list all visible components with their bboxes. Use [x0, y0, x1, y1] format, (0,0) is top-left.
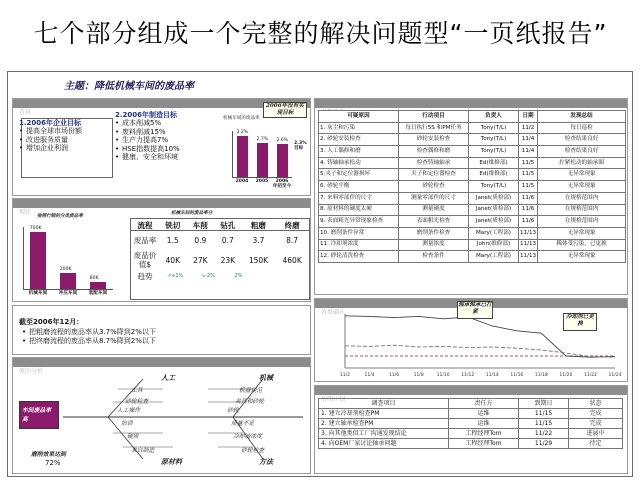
category-label: 装配车间	[88, 291, 108, 296]
x-tick-label: 11/14	[485, 373, 499, 378]
status-panel	[12, 198, 311, 302]
table-cell: Tony(T/L)	[469, 146, 519, 158]
scrap-cost-table	[131, 221, 309, 281]
table-row	[319, 169, 626, 181]
table-cell: 11/13	[519, 239, 538, 251]
table-header-cell: 日期	[519, 111, 538, 123]
table-cell: 11/4	[519, 134, 538, 146]
table-row	[131, 269, 309, 281]
table-cell: Mary(工程部)	[469, 251, 519, 263]
verify-panel	[314, 298, 628, 382]
table-row	[319, 239, 626, 251]
x-tick-label: 11/10	[436, 373, 450, 378]
table-row	[319, 181, 626, 193]
goal-item: • 把终磨流程的废品率从8.7%降到2%以下	[22, 337, 156, 345]
table-cell: 运维	[449, 409, 519, 419]
table-row	[319, 122, 626, 134]
table-cell: 在规格范围内	[538, 216, 626, 228]
cause-label: 机器规范	[239, 388, 263, 394]
table-cell: 检查铸轴轴承	[399, 157, 469, 169]
table-cell: 在规格范围内	[538, 192, 626, 204]
bone-label-material: 原材料	[161, 457, 182, 466]
x-tick-label: 11/6	[389, 373, 400, 378]
y-axis	[232, 131, 233, 177]
table-cell: Tony(T/L)	[469, 134, 519, 146]
report-theme: 主题：降低机械车间的废品率	[64, 81, 194, 92]
table-cell: 12. 砂轮清洗检查	[319, 251, 399, 263]
cause-label: 来自制造	[131, 448, 155, 454]
bone-label-method: 方法	[259, 457, 273, 466]
table-cell: 11/5	[519, 169, 538, 181]
x-tick-label: 11/22	[583, 373, 597, 378]
table-cell: 150K	[248, 255, 269, 265]
x-tick-label: 11/16	[510, 373, 524, 378]
x-axis	[23, 289, 113, 290]
table-cell: 9. 表面粗光异常现象检查	[319, 216, 399, 228]
workshop-goal-item: • 废料削减15%	[115, 128, 225, 136]
goal-panel	[12, 305, 311, 355]
table-cell: 2. 砂轮安装检查	[319, 134, 399, 146]
table-cell: 运维	[449, 419, 519, 429]
table-cell: 完成	[569, 409, 623, 419]
table-cell: 11/4	[519, 146, 538, 158]
table-cell: 11/15	[519, 409, 569, 419]
chart-bar	[90, 282, 107, 289]
table-cell: 无异常现象	[538, 181, 626, 193]
table-row	[319, 216, 626, 228]
data-label: 700K	[29, 225, 42, 231]
table-cell: 砂轮检查	[399, 181, 469, 193]
data-label: 80K	[89, 276, 99, 282]
table-cell: 测量硬度	[399, 204, 469, 216]
table-cell: 11/6	[519, 192, 538, 204]
company-goal-item: • 提高全球市场份额	[19, 127, 111, 135]
trend-note: 2%	[234, 273, 243, 279]
table-header-cell: 发现总结	[538, 111, 626, 123]
table-header-cell: 车削	[192, 221, 208, 230]
countermeasure-table	[318, 110, 626, 263]
cost-table-title: 机械车间的废品率分	[171, 211, 213, 216]
workshop-goals	[115, 111, 225, 161]
table-cell: 检查结果良好	[538, 134, 626, 146]
table-cell: 3.7	[252, 236, 265, 245]
table-cell: 磨削条件检查	[399, 227, 469, 239]
table-cell: 2. 建立轴承检查PM	[319, 419, 449, 429]
workshop-goal-item: • 生产力提高7%	[115, 136, 225, 144]
table-cell: 进展中	[569, 429, 623, 439]
table-cell: 11/5	[519, 157, 538, 169]
cause-panel	[12, 357, 311, 474]
panel-header: 效果确认	[315, 299, 627, 308]
panel-header: 现状	[13, 199, 310, 208]
table-row	[319, 192, 626, 204]
table-header-cell: 责任方	[449, 399, 519, 409]
table-cell: 趋势	[137, 272, 153, 281]
panel-header: 背景	[13, 99, 310, 108]
trend-cell	[159, 269, 309, 281]
scrap-rate-chart	[218, 123, 306, 193]
table-cell: 11/6	[519, 216, 538, 228]
panel-header: 后续计划	[315, 386, 627, 395]
table-cell: 11. 冷却剂浓度	[319, 239, 399, 251]
table-cell: 稀体受污染，已更换	[538, 239, 626, 251]
table-row	[131, 231, 309, 246]
category-scrap-chart	[17, 221, 117, 301]
table-cell: 3. 向其他类似工厂沟通发现结论	[319, 429, 449, 439]
target-label: 2.3% 目标	[294, 141, 307, 151]
table-cell: 砂轮安装检查	[399, 134, 469, 146]
company-goal-heading: 1.2006年企业目标	[19, 119, 82, 127]
cost-table-box	[130, 218, 310, 300]
table-header-cell: 可疑原因	[319, 111, 399, 123]
table-cell: 7. 来料零部件的尺寸	[319, 192, 399, 204]
table-cell: Janet(质检部)	[469, 216, 519, 228]
company-goals	[19, 119, 111, 153]
table-cell: Mary(工程部)	[469, 227, 519, 239]
table-cell: 无异常现象	[538, 251, 626, 263]
table-header-row	[319, 399, 623, 409]
table-cell: 检查偶修和磨	[399, 146, 469, 158]
table-cell: 10. 磨削条件异常	[319, 227, 399, 239]
category-label: 2004	[235, 179, 249, 184]
trend-note: ↗+1%	[167, 273, 184, 279]
bearing-callout: 轴承轴承已打紧	[457, 301, 493, 319]
series-line	[345, 345, 615, 357]
table-cell: 表面粗光检查	[399, 216, 469, 228]
table-cell: 3. 人工偶修和磨	[319, 146, 399, 158]
fishbone-head-label: 车间废品率高	[22, 408, 51, 423]
chart-bar	[30, 232, 47, 289]
chart-bar	[60, 273, 77, 289]
x-tick-label: 11/24	[608, 373, 622, 378]
coolant-callout: 冷却剂已更换	[563, 313, 597, 331]
cause-label: 冷却液浓度	[233, 434, 262, 440]
table-cell: 拧紧松动的轴承圈	[538, 157, 626, 169]
table-cell: 待定	[569, 439, 623, 449]
table-cell: 11/13	[519, 251, 538, 263]
table-cell: 23K	[220, 255, 236, 265]
workshop-goal-item: • HSE指数提高10%	[115, 145, 225, 153]
x-tick-label: 11/8	[413, 373, 424, 378]
data-label: 3.2%	[236, 130, 249, 136]
category-label: 2005	[255, 179, 269, 184]
table-row	[319, 146, 626, 158]
chart-bar	[257, 143, 268, 178]
table-header-cell: 状态	[569, 399, 623, 409]
target-missed-callout: 2006年没有实现目标	[263, 102, 307, 118]
table-row	[131, 221, 309, 231]
table-row	[131, 245, 309, 269]
panel-header: 原因分析	[13, 358, 310, 367]
follow-up-table	[318, 398, 623, 449]
table-header-row	[319, 111, 626, 123]
table-cell: Tony(T/L)	[469, 122, 519, 134]
x-tick-label: 11/4	[364, 373, 375, 378]
cause-label: 砂轮检查	[241, 448, 265, 454]
table-cell: 4. 铸轴轴承松动	[319, 157, 399, 169]
table-cell: 每日巡检	[538, 122, 626, 134]
table-cell: Ed(维修部)	[469, 169, 519, 181]
countermeasure-panel	[314, 98, 628, 295]
cause-label: 砂轮检查	[125, 399, 149, 405]
company-goal-item: • 改进服务质量	[19, 136, 111, 144]
goal-item: • 把粗磨流程的废品率从3.7%降到2%以下	[22, 328, 156, 336]
panel-header	[315, 99, 627, 108]
table-header-cell: 铣切	[165, 221, 181, 230]
table-cell: 8. 原材料的硬度太硬	[319, 204, 399, 216]
x-tick-label: 11/2	[339, 373, 351, 378]
table-cell: 无异常现象	[538, 227, 626, 239]
table-cell: 11/29	[519, 439, 569, 449]
table-cell: 工程经理Tom	[449, 439, 519, 449]
cause-label: 砂轮	[227, 408, 239, 414]
table-cell: 4. 向OEM厂家讨论轴承问题	[319, 439, 449, 449]
table-header-cell: 行动项目	[399, 111, 469, 123]
table-cell: 废品价值$	[133, 251, 157, 269]
table-cell: 1. 建立冷却剂检查PM	[319, 409, 449, 419]
table-cell: Ed(维修部)	[469, 157, 519, 169]
table-header-cell: 流程	[137, 221, 153, 230]
data-label: 2.7%	[256, 136, 269, 142]
scrap-chart-title: 机械车间的废品率	[223, 116, 260, 121]
category-label: 冲压车间	[58, 291, 78, 296]
bone-label-machine: 机械	[259, 373, 273, 382]
table-cell: 11/5	[519, 181, 538, 193]
table-row	[319, 134, 626, 146]
trend-note: ↘-2%	[200, 273, 215, 279]
table-cell: 11/2	[519, 122, 538, 134]
table-cell: 27K	[193, 255, 208, 265]
fishbone-head-sub: 磨削效果达到	[31, 452, 66, 458]
workshop-goal-heading: 2.2006年制造目标	[115, 111, 178, 119]
table-header-cell: 到期日	[519, 399, 569, 409]
table-cell: 0.7	[221, 236, 234, 245]
cause-label: 培训	[121, 421, 133, 427]
table-cell: Janet(质检部)	[469, 204, 519, 216]
table-cell: Tony(T/L)	[469, 181, 519, 193]
table-row	[319, 251, 626, 263]
workshop-goal-item: • 成本削减5%	[115, 119, 225, 127]
table-cell: 1. 灰尘和污染	[319, 122, 399, 134]
table-cell: 测量零部件的尺寸	[399, 192, 469, 204]
table-cell: 460K	[282, 255, 302, 265]
table-row	[319, 409, 623, 419]
cause-label: 硬质	[127, 434, 139, 440]
category-label: 2006 年初至今	[272, 179, 292, 189]
table-header-cell: 钻孔	[220, 221, 236, 230]
table-cell: 每日执行5S 和PM任务	[399, 122, 469, 134]
page-title: 七个部分组成一个完整的解决问题型“一页纸报告”	[33, 19, 608, 48]
table-cell: 11/13	[519, 227, 538, 239]
goal-title: 截至2006年12月：	[19, 318, 84, 326]
category-label: 机械车间	[28, 291, 48, 296]
table-cell: 11/22	[519, 429, 569, 439]
x-tick-label: 11/20	[559, 373, 573, 378]
table-row	[319, 157, 626, 169]
category-chart-title: 按照行销的分类废品率	[37, 214, 83, 219]
x-axis	[232, 177, 292, 178]
table-cell: John(维修部)	[469, 239, 519, 251]
chart-bar	[277, 144, 288, 177]
table-row	[319, 227, 626, 239]
x-tick-label: 11/18	[534, 373, 548, 378]
table-header-cell: 负责人	[469, 111, 519, 123]
chart-bar	[237, 136, 248, 177]
table-cell: 1.5	[166, 236, 179, 245]
plan-panel	[314, 385, 628, 474]
bone-label-people: 人工	[161, 373, 175, 382]
table-cell: 6. 砂轮平衡	[319, 181, 399, 193]
cause-label: 工具	[131, 388, 143, 394]
cause-label: 质量不足	[231, 421, 255, 427]
table-cell: 40K	[165, 255, 180, 265]
table-cell: 0.9	[194, 236, 207, 245]
table-cell: 无异常现象	[538, 169, 626, 181]
table-header-cell: 调查项目	[319, 399, 449, 409]
data-label: 2.6%	[276, 137, 289, 143]
table-cell: 5.夹子和定位器损坏	[319, 169, 399, 181]
table-cell: 检查结果良好	[538, 146, 626, 158]
table-cell: Janet(质检部)	[469, 192, 519, 204]
table-cell: 废品率	[133, 236, 157, 245]
cause-label: 夹具和砂轮	[235, 399, 264, 405]
table-row	[319, 429, 623, 439]
cause-label: 人工操作	[117, 408, 141, 414]
y-axis	[23, 227, 24, 289]
table-cell: 11/6	[519, 204, 538, 216]
table-cell: 测量浓度	[399, 239, 469, 251]
workshop-goal-item: • 健康、安全和环境	[115, 153, 225, 161]
x-tick-label: 11/12	[461, 373, 475, 378]
table-cell: 8.7	[286, 236, 299, 245]
table-header-cell: 粗磨	[250, 221, 266, 230]
background-panel	[12, 98, 311, 196]
table-cell: 检查条件	[399, 251, 469, 263]
table-row	[319, 419, 623, 429]
company-goal-item: • 增加企业利润	[19, 144, 111, 152]
fishbone-head-value: 72%	[45, 459, 61, 467]
table-cell: 完成	[569, 419, 623, 429]
table-cell: 11/15	[519, 419, 569, 429]
table-row	[319, 439, 623, 449]
table-cell: 在规格范围内	[538, 204, 626, 216]
table-header-cell: 终磨	[284, 221, 300, 230]
data-label: 200K	[59, 266, 72, 272]
table-cell: 工程经理Tom	[449, 429, 519, 439]
table-cell: 夹子和定位器检查	[399, 169, 469, 181]
table-row	[319, 204, 626, 216]
